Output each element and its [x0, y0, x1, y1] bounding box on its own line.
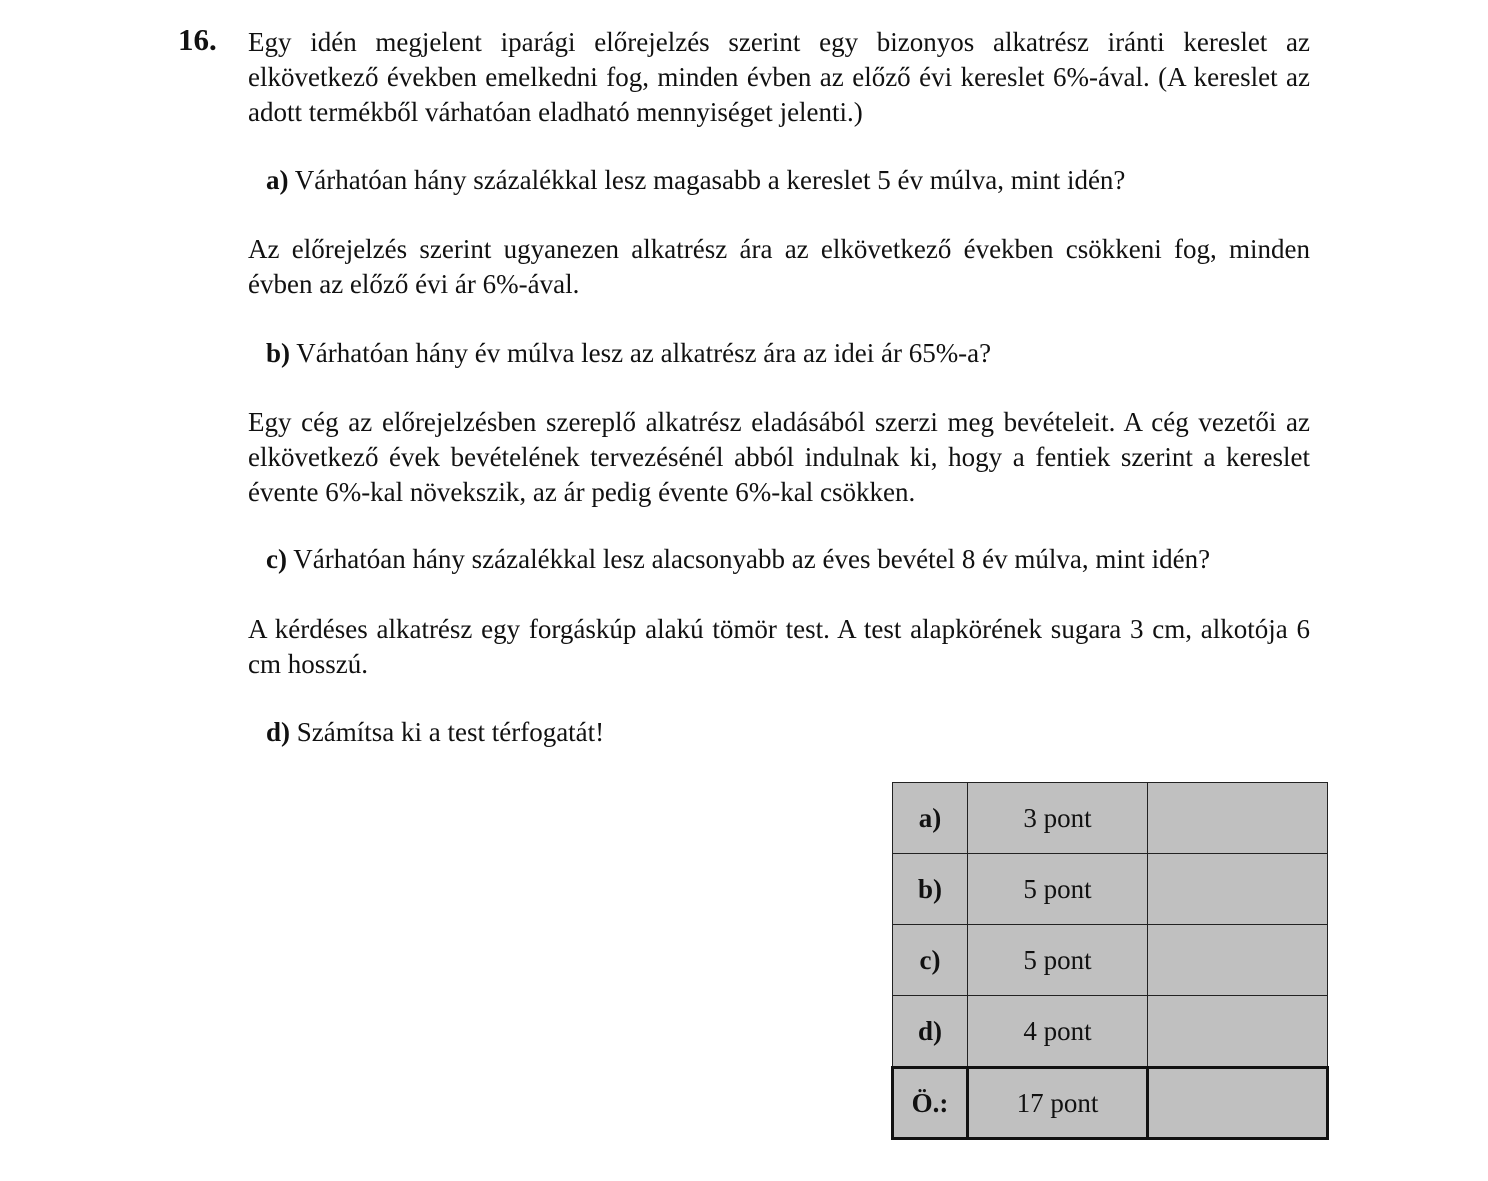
- question-b: [266, 336, 1326, 371]
- question-b-label: b): [266, 338, 291, 368]
- score-part-label: c): [893, 925, 968, 996]
- score-max-points: 4 pont: [968, 996, 1148, 1068]
- intro-paragraph: Egy idén megjelent iparági előrejelzés szerint egy bizonyos alkatrész iránti kereslet az elkövetkező években emelkedni fog, minden évben az előző évi kereslet 6%-ával. (A kereslet az adott termékből várhatóan eladható mennyiséget jelenti.): [248, 27, 1310, 127]
- score-row: [893, 783, 1328, 854]
- question-c-label: c): [266, 544, 287, 574]
- score-total-row: [893, 1068, 1328, 1139]
- score-row: [893, 996, 1328, 1068]
- score-row: [893, 854, 1328, 925]
- question-b-text: Várhatóan hány év múlva lesz az alkatrész ára az idei ár 65%-a?: [290, 338, 992, 368]
- score-table: [891, 782, 1329, 1140]
- question-d-label: d): [266, 717, 291, 747]
- score-earned-cell: [1148, 996, 1328, 1068]
- context-paragraph-c: Egy cég az előrejelzésben szereplő alkatrész eladásából szerzi meg bevételeit. A cég vezetői az elkövetkező évek bevételének tervezésénél abból indulnak ki, hogy a fentiek szerint a kereslet évente 6%-kal növekszik, az ár pedig évente 6%-kal csökken.: [248, 407, 1310, 507]
- question-a-label: a): [266, 165, 289, 195]
- score-total-label: Ö.:: [893, 1068, 968, 1139]
- score-part-label: a): [893, 783, 968, 854]
- score-total-points: 17 pont: [968, 1068, 1148, 1139]
- score-earned-cell: [1148, 783, 1328, 854]
- score-max-points: 5 pont: [968, 854, 1148, 925]
- question-a-text: Várhatóan hány százalékkal lesz magasabb a kereslet 5 év múlva, mint idén?: [288, 165, 1126, 195]
- context-paragraph-d: A kérdéses alkatrész egy forgáskúp alakú tömör test. A test alapkörének sugara 3 cm, alkotója 6 cm hosszú.: [248, 614, 1310, 679]
- question-d-text: Számítsa ki a test térfogatát!: [290, 717, 605, 747]
- score-part-label: b): [893, 854, 968, 925]
- score-max-points: 3 pont: [968, 783, 1148, 854]
- score-earned-cell: [1148, 925, 1328, 996]
- score-earned-cell: [1148, 854, 1328, 925]
- context-paragraph-b: Az előrejelzés szerint ugyanezen alkatrész ára az elkövetkező években csökkeni fog, minden évben az előző évi ár 6%-ával.: [248, 234, 1310, 299]
- question-a: [266, 163, 1326, 198]
- question-c: [266, 542, 1326, 577]
- problem-number: 16.: [178, 22, 217, 57]
- score-max-points: 5 pont: [968, 925, 1148, 996]
- score-row: [893, 925, 1328, 996]
- question-d: [266, 715, 1326, 750]
- question-c-text: Várhatóan hány százalékkal lesz alacsonyabb az éves bevétel 8 év múlva, mint idén?: [286, 544, 1211, 574]
- score-part-label: d): [893, 996, 968, 1068]
- score-total-earned-cell: [1148, 1068, 1328, 1139]
